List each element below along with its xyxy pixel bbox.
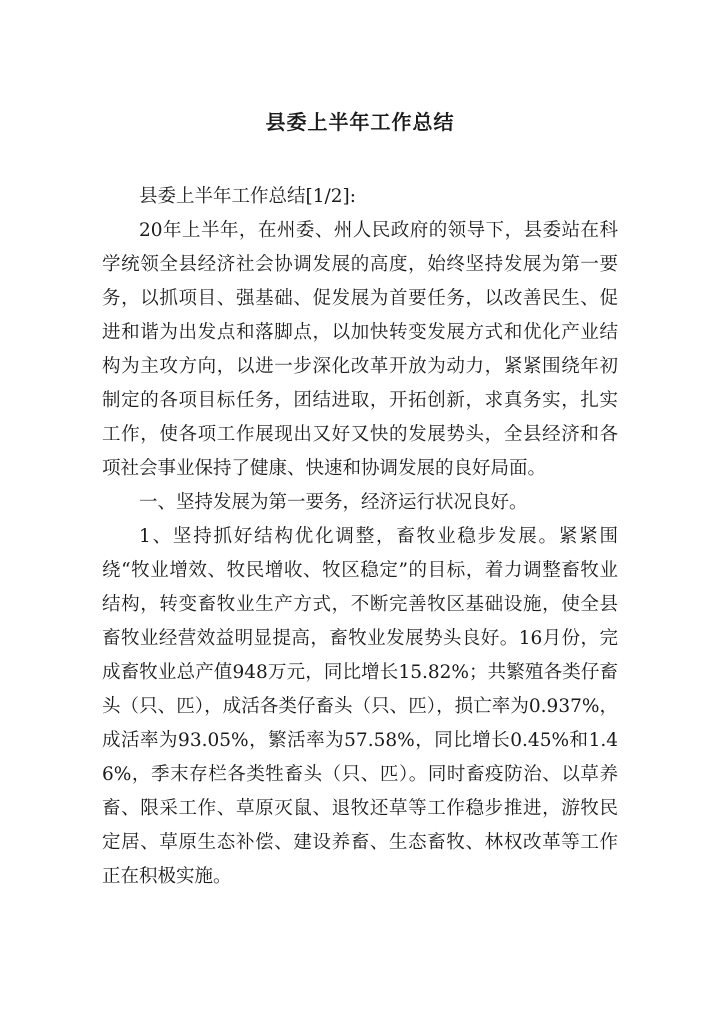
document-body [102, 180, 618, 894]
paragraph-intro: 20年上半年，在州委、州人民政府的领导下，县委站在科学统领全县经济社会协调发展的高度，始终坚持发展为第一要务，以抓项目、强基础、促发展为首要任务，以改善民生、促进和谐为出发点和落脚点，以加快转变发展方式和优化产业结构为主攻方向，以进一步深化改革开放为动力，紧紧围绕年初制定的各项目标任务，团结进取，开拓创新，求真务实，扎实工作，使各项工作展现出又好又快的发展势头，全县经济和各项社会事业保持了健康、快速和协调发展的良好局面。 [102, 220, 618, 479]
paragraph-section-heading: 一、坚持发展为第一要务，经济运行状况良好。 [139, 492, 528, 513]
paragraph-subtitle: 县委上半年工作总结[1/2]: [139, 186, 356, 207]
document-title: 县委上半年工作总结 [265, 110, 455, 134]
paragraph-livestock: 1、坚持抓好结构优化调整，畜牧业稳步发展。紧紧围绕“牧业增效、牧民增收、牧区稳定”的目标，着力调整畜牧业结构，转变畜牧业生产方式，不断完善牧区基础设施，使全县畜牧业经营效益明显提高，畜牧业发展势头良好。16月份，完成畜牧业总产值948万元，同比增长15.82%；共繁殖各类仔畜头（只、匹），成活各类仔畜头（只、匹），损亡率为0.937%，成活率为93.05%，繁活率为57.58%，同比增长0.45%和1.46%，季末存栏各类牲畜头（只、匹）。同时畜疫防治、以草养畜、限采工作、草原灭鼠、退牧还草等工作稳步推进，游牧民定居、草原生态补偿、建设养畜、生态畜牧、林权改革等工作正在积极实施。 [102, 526, 618, 887]
